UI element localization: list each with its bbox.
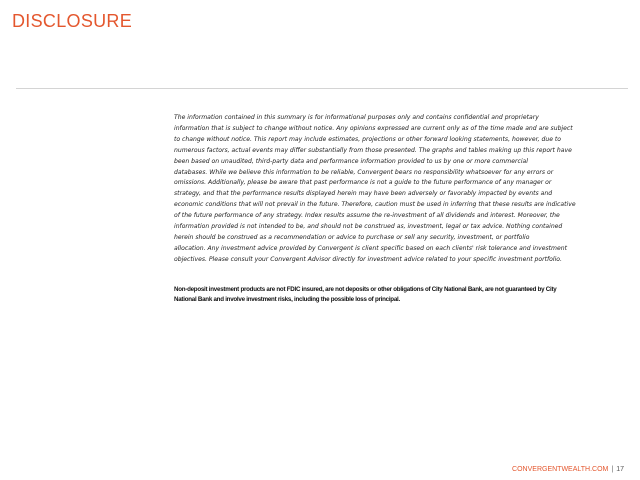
disclosure-line: information provided is not intended to be, and should not be construed as, investment, legal or tax advice. Nothing contained [174, 223, 563, 231]
disclosure-line: The information contained in this summary is for informational purposes only and contains confidential and proprietary [174, 114, 539, 121]
disclosure-line: information that is subject to change without notice. Any opinions expressed are current only as of the time made and are subject [174, 124, 573, 132]
page-number: 17 [616, 466, 624, 473]
disclosure-line: of the future performance of any strategy. Index results assume the re-investment of all dividends and interest. Moreover, the [174, 212, 560, 220]
footer-website-link[interactable]: CONVERGENTWEALTH.COM [512, 466, 609, 473]
disclaimer-line: National Bank and involve investment risks, including the possible loss of principal. [174, 296, 400, 304]
fdic-disclaimer [174, 285, 602, 305]
disclosure-body [174, 113, 602, 266]
disclosure-line: databases. While we believe this information to be reliable, Convergent bears no responsibility whatsoever for any errors or [174, 168, 554, 176]
disclosure-line: omissions. Additionally, please be aware that past performance is not a guide to the future performance of any manager or [174, 179, 552, 187]
page-footer [512, 465, 624, 474]
disclosure-line: herein should be construed as a recommendation or advice to purchase or sell any security, investment, or portfolio [174, 233, 530, 241]
disclosure-line: been based on unaudited, third-party data and performance information provided to us by one or more commercial [174, 157, 528, 165]
page-title: DISCLOSURE [12, 11, 133, 31]
disclosure-line: numerous factors, actual events may differ substantially from those presented. The graphs and tables making up this report have [174, 146, 572, 154]
disclaimer-line: Non-deposit investment products are not FDIC insured, are not deposits or other obligations of City National Bank, are not guaranteed by City [174, 286, 557, 293]
footer-separator: | [611, 466, 614, 473]
disclosure-line: allocation. Any investment advice provided by Convergent is client specific based on each clients' risk tolerance and investment [174, 244, 567, 252]
disclosure-line: economic conditions that will not prevail in the future. Therefore, caution must be used in inferring that these results are indicative [174, 201, 576, 209]
disclosure-line: objectives. Please consult your Convergent Advisor directly for investment advice related to your specific investment portfolio. [174, 255, 562, 263]
header-divider [16, 88, 628, 89]
disclosure-line: strategy, and that the performance results displayed herein may have been adversely or favorably impacted by events and [174, 190, 553, 198]
disclosure-line: to change without notice. This report may include estimates, projections or other forward looking statements, however, due to [174, 135, 561, 143]
